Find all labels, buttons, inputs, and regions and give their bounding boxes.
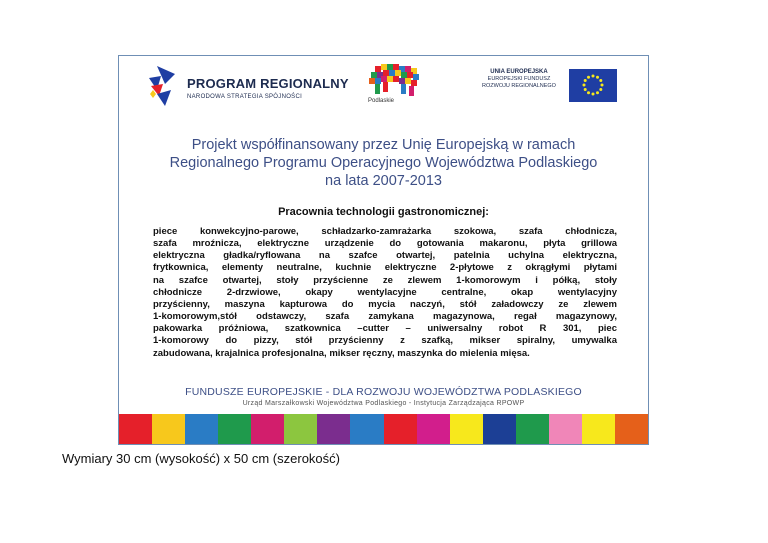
- color-strip-block: [284, 414, 317, 444]
- equipment-line: 1-komorowym,stół odstawczy, szafa zamykana magazynowa, regał magazynowy,: [153, 311, 617, 323]
- color-strip-block: [152, 414, 185, 444]
- equipment-line: 1-komorowy do pizzy, stół przyścienny z szafką, mikser spiralny, umywalka: [153, 335, 617, 347]
- bison-mosaic-icon: [361, 62, 427, 102]
- equipment-line: na szafce otwartej, stoły przyścienne ze zlewem 1-komorowym i półką, stoły: [153, 274, 617, 286]
- color-strip-block: [218, 414, 251, 444]
- ue-logo: [474, 68, 634, 104]
- equipment-line: pakowarka próżniowa, szatkownica –cutter – uniwersalny robot R 301, piec: [153, 323, 617, 335]
- color-strip-block: [582, 414, 615, 444]
- equipment-line: chłodnicze 2-drzwiowe, okapy wentylacyjne centralne, okap wentylacyjny: [153, 286, 617, 298]
- equipment-line: piece konwekcyjno-parowe, schładzarko-zamrażarka szokowa, szafa chłodnicza,: [153, 226, 617, 237]
- project-board: [118, 55, 649, 445]
- equipment-line: zabudowana, krajalnica profesjonalna, mikser ręczny, maszynka do mielenia mięsa.: [153, 347, 530, 359]
- funds-title: FUNDUSZE EUROPEJSKIE - DLA ROZWOJU WOJEWÓDZTWA PODLASKIEGO: [185, 386, 582, 398]
- headline-line-3: na lata 2007-2013: [325, 173, 442, 189]
- ue-text: [474, 68, 564, 90]
- ue-title: UNIA EUROPEJSKA: [490, 69, 548, 75]
- ue-line2: ROZWOJU REGIONALNEGO: [482, 83, 556, 89]
- equipment-list: [153, 226, 617, 360]
- equipment-line: szafa mroźnicza, elektryczne urządzenie do gotowania makaronu, płyta grillowa: [153, 238, 617, 250]
- color-strip-block: [185, 414, 218, 444]
- color-strip-block: [450, 414, 483, 444]
- color-strip-block: [317, 414, 350, 444]
- program-subtitle: NARODOWA STRATEGIA SPÓJNOŚCI: [187, 94, 303, 100]
- color-strip: [119, 414, 648, 444]
- dimensions-caption: Wymiary 30 cm (wysokość) x 50 cm (szerokość): [62, 451, 340, 466]
- color-strip-block: [516, 414, 549, 444]
- equipment-line: frytkownica, elementy neutralne, kuchnie elektryczne 2-płytowe z okrągłymi płytami: [153, 262, 617, 274]
- equipment-line: elektryczna gładka/ryflowana na szafce otwartej, patelnia uchylna elektryczna,: [153, 250, 617, 262]
- program-regionalny-logo: [147, 64, 347, 110]
- program-title: PROGRAM REGIONALNY: [187, 76, 349, 91]
- program-regionalny-mark-icon: [147, 64, 177, 108]
- ue-line1: EUROPEJSKI FUNDUSZ: [487, 76, 551, 82]
- logo-row: [119, 56, 648, 116]
- color-strip-block: [549, 414, 582, 444]
- project-headline: [119, 136, 648, 190]
- color-strip-block: [119, 414, 152, 444]
- color-strip-block: [615, 414, 648, 444]
- color-strip-block: [251, 414, 284, 444]
- color-strip-block: [350, 414, 383, 444]
- color-strip-block: [483, 414, 516, 444]
- color-strip-block: [417, 414, 450, 444]
- equipment-line: przyścienny, maszyna kapturowa do mycia naczyń, stół załadowczy ze zlewem: [153, 298, 617, 310]
- headline-line-2: Regionalnego Programu Operacyjnego Województwa Podlaskiego: [169, 155, 598, 171]
- podlaskie-logo: [361, 62, 427, 108]
- headline-line-1: Projekt współfinansowany przez Unię Europejską w ramach: [191, 137, 576, 153]
- section-title: Pracownia technologii gastronomicznej:: [278, 206, 489, 218]
- eu-flag-icon: [569, 69, 617, 102]
- eu-stars-icon: [569, 69, 617, 102]
- podlaskie-label: Podlaskie: [367, 98, 394, 104]
- color-strip-block: [384, 414, 417, 444]
- funds-subtitle: Urząd Marszałkowski Województwa Podlaskiego - Instytucja Zarządzająca RPOWP: [242, 400, 525, 407]
